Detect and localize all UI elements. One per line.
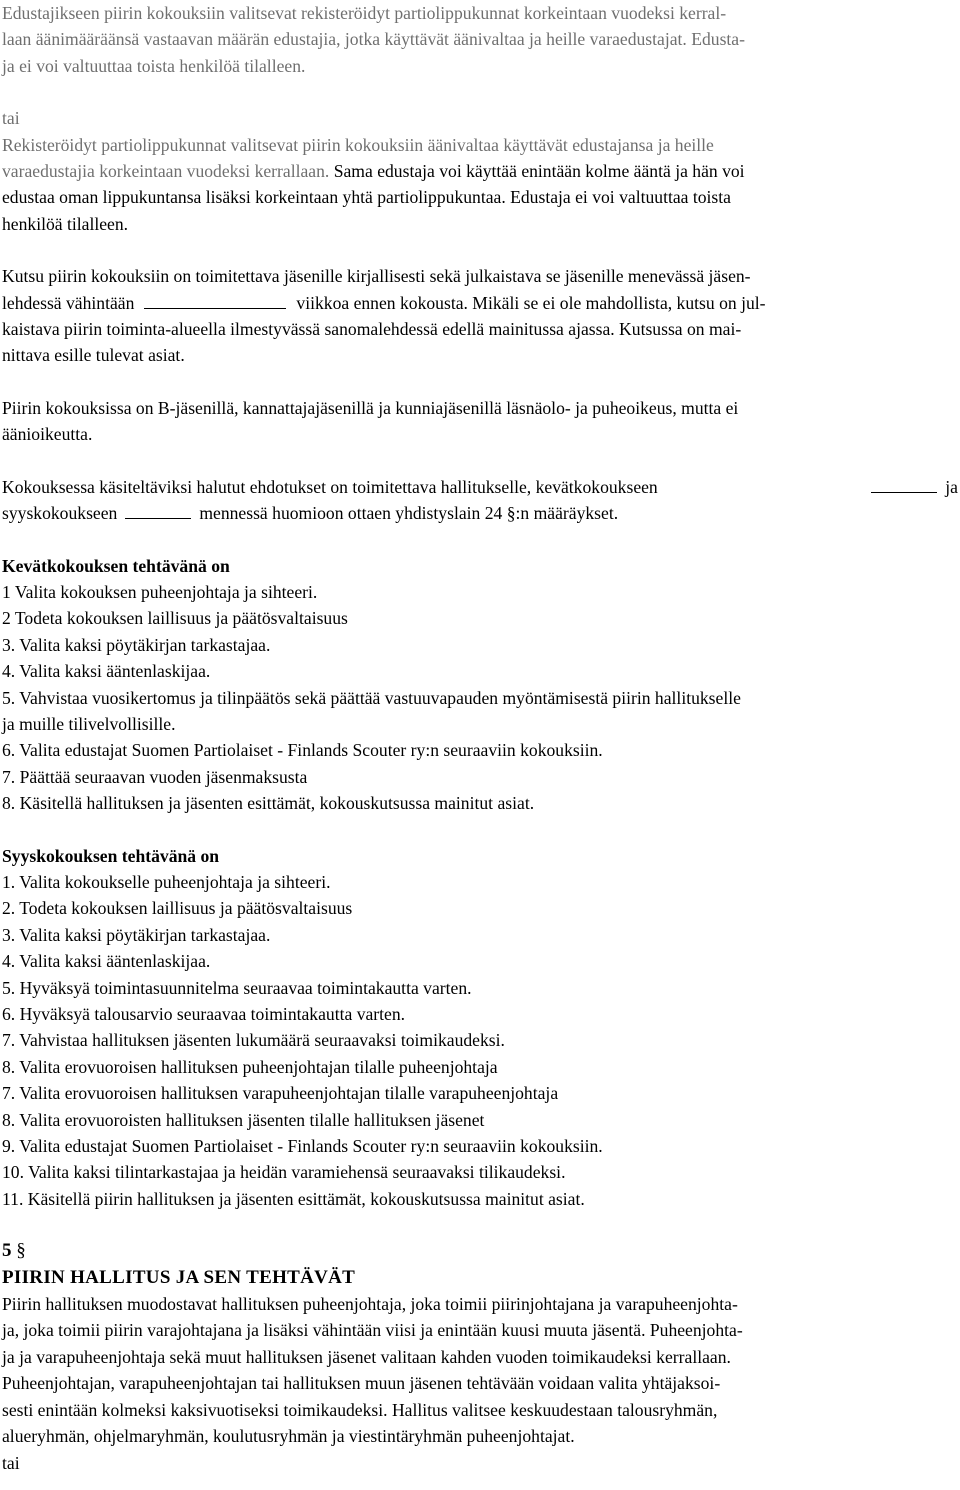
spring-task-list [2, 579, 958, 817]
section-number-text: 5 [2, 1240, 12, 1262]
section-body-line: Puheenjohtajan, varapuheenjohtajan tai hallituksen muun jäsenen tehtävään voidaan valita yhtäjaksoi- [2, 1373, 721, 1394]
list-item: ja muille tilivelvollisille. [2, 713, 176, 734]
invite-line-blank [2, 290, 958, 316]
intro-line: Edustajikseen piirin kokouksiin valitsevat rekisteröidyt partiolippukunnat korkeintaan vuodeksi kerral- [2, 3, 727, 23]
list-item: 5. Hyväksyä toimintasuunnitelma seuraavaa toimintakautta varten. [2, 977, 472, 998]
spacer [2, 448, 958, 474]
list-item: 8. Käsitellä hallituksen ja jäsenten esittämät, kokouskutsussa mainitut asiat. [2, 793, 535, 814]
list-item: 4. Valita kaksi ääntenlaskijaa. [2, 661, 211, 682]
spring-heading: Kevätkokouksen tehtävänä on [2, 555, 230, 576]
invite-line: nittava esille tulevat asiat. [2, 345, 185, 366]
alt-gray-part: varaedustajia korkeintaan vuodeksi kerrallaan. [2, 161, 330, 182]
spacer [2, 527, 958, 553]
section-sign-icon: § [506, 503, 516, 524]
section-body-line: alueryhmän, ohjelmaryhmän, koulutusryhmän ja viestintäryhmän puheenjohtajat. [2, 1426, 575, 1447]
list-item: 10. Valita kaksi tilintarkastajaa ja heidän varamiehensä seuraavaksi tilikaudeksi. [2, 1162, 566, 1183]
invite-line: Kutsu piirin kokouksiin on toimitettava jäsenille kirjallisesti sekä julkaistava se jäsenille menevässä jäsen- [2, 266, 751, 287]
section-body-line: sesti enintään kolmeksi kaksivuotiseksi toimikaudeksi. Hallitus valitsee keskuudestaan talousryhmän, [2, 1399, 718, 1420]
section-body-line: ja ja varapuheenjohtaja sekä muut hallituksen jäsenet valitaan kahden vuoden toimikaudeksi kerrallaan. [2, 1346, 731, 1367]
intro-line: laan äänimääräänsä vastaavan määrän edustajia, jotka käyttävät äänivaltaa ja heille varaedustajat. Edusta- [2, 29, 745, 50]
list-item: 2 Todeta kokouksen laillisuus ja päätösvaltaisuus [2, 608, 348, 629]
spacer [2, 237, 958, 263]
spacer [2, 369, 958, 395]
proposals-text: ja [945, 476, 958, 497]
list-item: 9. Valita edustajat Suomen Partiolaiset - Finlands Scouter ry:n seuraaviin kokouksiin. [2, 1136, 603, 1157]
section-body-line: Piirin hallituksen muodostavat hallituksen puheenjohtaja, joka toimii piirinjohtajana ja varapuheenjohta- [2, 1294, 738, 1315]
spacer [2, 817, 958, 843]
proposals-tail [863, 474, 958, 500]
alt-line: Rekisteröidyt partiolippukunnat valitsevat piirin kokouksiin äänivaltaa käyttävät edustajansa ja heille [2, 134, 714, 155]
spacer [2, 79, 958, 105]
list-item: 3. Valita kaksi pöytäkirjan tarkastajaa. [2, 924, 271, 945]
alt-line: henkilöä tilalleen. [2, 213, 129, 234]
proposals-text: mennessä huomioon ottaen yhdistyslain 24 [199, 503, 503, 524]
list-item: 4. Valita kaksi ääntenlaskijaa. [2, 951, 211, 972]
list-item: 1 Valita kokouksen puheenjohtaja ja sihteeri. [2, 581, 318, 602]
section-number [2, 1238, 958, 1264]
autumn-heading: Syyskokouksen tehtävänä on [2, 845, 220, 866]
section-sign-icon: § [16, 1240, 26, 1262]
intro-line: ja ei voi valtuuttaa toista henkilöä tilalleen. [2, 55, 306, 76]
list-item: 11. Käsitellä piirin hallituksen ja jäsenten esittämät, kokouskutsussa mainitut asiat. [2, 1188, 585, 1209]
rights-line: Piirin kokouksissa on B-jäsenillä, kannattajajäsenillä ja kunniajäsenillä läsnäolo- ja puheoikeus, mutta ei [2, 397, 739, 418]
section-trailing: tai [2, 1452, 20, 1473]
proposals-text: Kokouksessa käsiteltäviksi halutut ehdotukset on toimitettava hallitukselle, kevätkokoukseen [2, 476, 658, 497]
spring-deadline-blank [871, 491, 937, 493]
invite-line: kaistava piirin toiminta-alueella ilmestyvässä sanomalehdessä edellä mainitussa ajassa. Kutsussa on mai- [2, 319, 742, 340]
list-item: 3. Valita kaksi pöytäkirjan tarkastajaa. [2, 634, 271, 655]
rights-line: äänioikeutta. [2, 424, 93, 445]
alt-black-part: Sama edustaja voi käyttää enintään kolme ääntä ja hän voi [329, 161, 745, 182]
autumn-task-list [2, 869, 958, 1212]
section-title: PIIRIN HALLITUS JA SEN TEHTÄVÄT [2, 1266, 356, 1288]
list-item: 2. Todeta kokouksen laillisuus ja päätösvaltaisuus [2, 898, 353, 919]
invite-text: viikkoa ennen kokousta. Mikäli se ei ole mahdollista, kutsu on jul- [296, 292, 766, 313]
list-item: 6. Hyväksyä talousarvio seuraavaa toimintakautta varten. [2, 1004, 406, 1024]
proposals-line [2, 474, 958, 500]
section-body-line: ja, joka toimii piirin varajohtajana ja lisäksi vähintään viisi ja enintään kuusi muuta jäsentä. Puheenjohta- [2, 1320, 743, 1341]
list-item: 7. Valita erovuoroisen hallituksen varapuheenjohtajan tilalle varapuheenjohtaja [2, 1083, 559, 1104]
list-item: 7. Vahvistaa hallituksen jäsenten lukumäärä seuraavaksi toimikaudeksi. [2, 1030, 505, 1051]
list-item: 7. Päättää seuraavan vuoden jäsenmaksusta [2, 766, 308, 787]
alt-line: edustaa oman lippukuntansa lisäksi korkeintaan yhtä partiolippukuntaa. Edustaja ei voi valtuuttaa toista [2, 187, 731, 208]
weeks-blank-field [144, 307, 286, 309]
proposals-text: syyskokoukseen [2, 503, 118, 524]
invite-text: lehdessä vähintään [2, 292, 135, 313]
list-item: 5. Vahvistaa vuosikertomus ja tilinpäätös sekä päättää vastuuvapauden myöntämisestä piirin hallitukselle [2, 687, 741, 708]
alt-line-mixed [2, 158, 958, 184]
list-item: 6. Valita edustajat Suomen Partiolaiset - Finlands Scouter ry:n seuraaviin kokouksiin. [2, 740, 603, 761]
proposals-line [2, 500, 958, 526]
proposals-text: :n määräykset. [515, 503, 619, 524]
list-item: 1. Valita kokoukselle puheenjohtaja ja sihteeri. [2, 871, 331, 892]
spacer [2, 1212, 958, 1238]
autumn-deadline-blank [125, 517, 191, 519]
list-item: 8. Valita erovuoroisen hallituksen puheenjohtajan tilalle puheenjohtaja [2, 1056, 498, 1077]
alt-label: tai [2, 108, 20, 129]
list-item: 8. Valita erovuoroisten hallituksen jäsenten tilalle hallituksen jäsenet [2, 1109, 485, 1130]
